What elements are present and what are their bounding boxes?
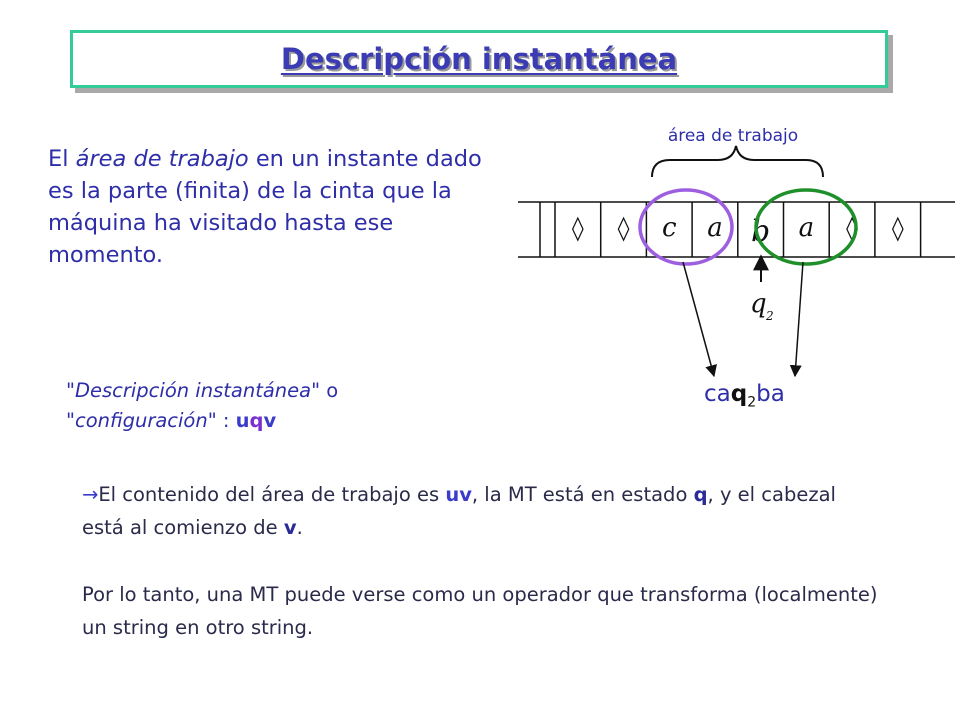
brace-label: área de trabajo — [667, 126, 799, 146]
arrow-icon: → — [82, 483, 99, 506]
exp-text-2: , la MT está en estado — [471, 483, 694, 506]
tape-cell-symbol: ◊ — [571, 214, 584, 242]
desc-sep: : — [216, 409, 236, 432]
para-italic-term: área de trabajo — [75, 146, 249, 172]
conclusion-paragraph: Por lo tanto, una MT puede verse como un operador que transforma (localmente) un string en otro string. — [82, 583, 878, 639]
para-text-2: en un instante dado es la parte (finita) de la cinta que la máquina ha visitado hasta ese momento. — [48, 146, 482, 268]
exp-v: v — [283, 516, 297, 539]
config-sub: 2 — [747, 394, 757, 411]
curly-brace — [652, 146, 823, 177]
tape-cell-symbol: c — [661, 213, 677, 243]
tape-cell-symbol: ◊ — [617, 214, 630, 242]
desc-q: q — [249, 409, 264, 432]
config-ba: ba — [756, 381, 785, 407]
head-state-sub: 2 — [766, 309, 774, 323]
tape-cell-symbol: a — [798, 213, 815, 243]
desc-v: v — [263, 409, 277, 432]
exp-q: q — [693, 483, 708, 506]
tape-cell-symbol: ◊ — [846, 214, 858, 242]
exp-text-1: El contenido del área de trabajo es — [98, 483, 446, 506]
head-state: q — [750, 289, 767, 319]
exp-uv: uv — [445, 483, 472, 506]
config-ca: ca — [704, 381, 731, 407]
tape-cell-symbol: ◊ — [891, 214, 904, 242]
exp-text-3: , y el cabezal está al comienzo de — [82, 483, 836, 539]
desc-u: u — [235, 409, 250, 432]
configuration-string — [704, 381, 785, 411]
para-text-1: El — [48, 146, 76, 172]
tape-cell-symbol: a — [707, 213, 723, 243]
desc-term-1: "Descripción instantánea" — [66, 379, 321, 402]
slide-title: Descripción instantánea — [280, 42, 678, 76]
desc-or: o — [320, 379, 339, 402]
u-to-config-arrow — [683, 262, 714, 376]
tape-cell-symbol: b — [751, 214, 771, 249]
desc-term-2: "configuración" — [66, 409, 217, 432]
exp-text-4: . — [296, 516, 303, 539]
v-to-config-arrow — [795, 262, 803, 376]
config-q: q — [730, 381, 748, 407]
